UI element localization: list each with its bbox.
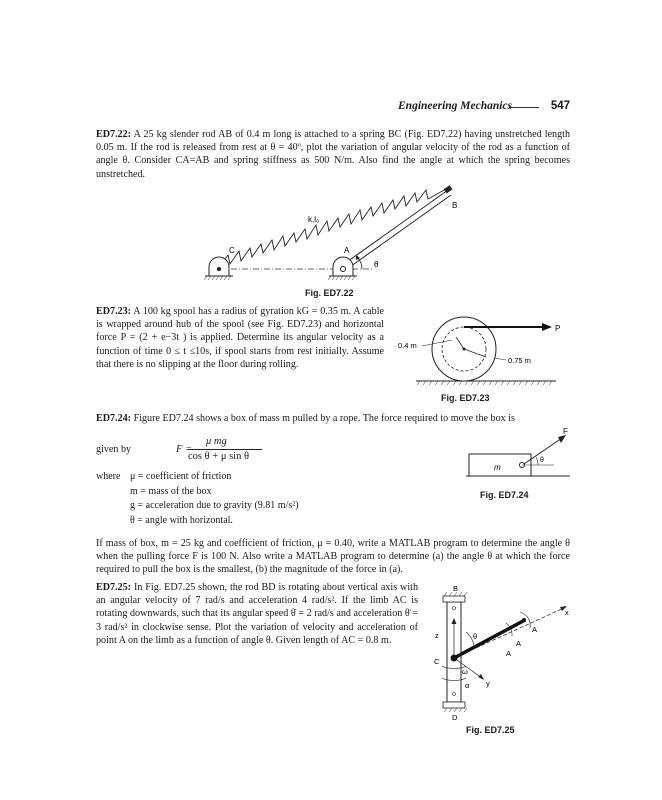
point-a bbox=[522, 618, 526, 622]
force-f-arrowhead bbox=[558, 435, 566, 443]
problem-text: A 25 kg slender rod AB of 0.4 m long is attached to a spring BC (Fig. ED7.22) having unstretched length 0.05 m. If the rod is released from rest at θ = 40º, plot the variation of angular velocity of the rod as a function of angle θ. Consider CA=AB and spring stiffness as 500 N/m. Also find the angle at which the spring becomes unstretched. bbox=[96, 129, 570, 180]
label-theta: θ bbox=[540, 457, 544, 464]
theta-arc bbox=[536, 457, 538, 465]
formula-denominator: cos θ + μ sin θ bbox=[188, 451, 249, 462]
problem-ed725 bbox=[96, 581, 418, 647]
label-a-3: A bbox=[506, 649, 512, 658]
definition-item: m = mass of the box bbox=[130, 485, 212, 497]
definitions-list bbox=[130, 470, 390, 528]
label-d: D bbox=[452, 713, 458, 722]
problem-ed722 bbox=[96, 128, 570, 181]
problem-text: A 100 kg spool has a radius of gyration kG = 0.35 m. A cable is wrapped around hub of the spool (see Fig. ED7.23) and horizontal force P = (2 + e−3t ) is applied. Determine its angular velocity as a function of time 0 ≤ t ≤10s, if spool starts from rest initially. Assume that there is no slipping at the floor during rolling. bbox=[96, 306, 385, 370]
label-f: F bbox=[563, 427, 568, 436]
label-theta: θ bbox=[374, 260, 379, 269]
point-c bbox=[451, 655, 458, 662]
label-a-1: A bbox=[532, 625, 538, 634]
support-a bbox=[328, 257, 357, 280]
formula-numerator: μ mg bbox=[206, 436, 227, 447]
definition-item: g = acceleration due to gravity (9.81 m/s²) bbox=[130, 500, 299, 511]
label-m: m bbox=[494, 463, 501, 472]
label-spring-k: k,l₀ bbox=[308, 215, 320, 224]
label-c: C bbox=[229, 246, 235, 255]
label-c: C bbox=[434, 657, 440, 666]
force-p-arrowhead bbox=[542, 323, 552, 331]
figure-ed722 bbox=[200, 185, 470, 285]
caption-ed723: Fig. ED7.23 bbox=[441, 393, 490, 403]
caption-ed724: Fig. ED7.24 bbox=[480, 490, 529, 500]
fraction-bar bbox=[188, 449, 262, 450]
definition-item: θ = angle with horizontal. bbox=[130, 514, 233, 526]
where-label: where bbox=[96, 471, 121, 482]
problem-label: ED7.24: bbox=[96, 413, 132, 424]
label-x: x bbox=[565, 608, 569, 617]
given-by: given by bbox=[96, 444, 132, 455]
problem-text: Figure ED7.24 shows a box of mass m pulled by a rope. The force required to move the box is bbox=[133, 413, 515, 424]
caption-ed725: Fig. ED7.25 bbox=[466, 725, 515, 735]
rod-ab bbox=[337, 185, 452, 269]
label-outer-radius: 0.75 m bbox=[508, 356, 531, 365]
problem-label: ED7.23: bbox=[96, 306, 132, 317]
label-p: P bbox=[555, 324, 561, 333]
label-inner-radius: 0.4 m bbox=[398, 341, 417, 350]
label-a-2: A bbox=[516, 639, 522, 648]
problem-label: ED7.25: bbox=[96, 582, 132, 593]
label-y: y bbox=[486, 679, 490, 688]
label-alpha: α bbox=[465, 681, 470, 690]
support-c bbox=[204, 257, 233, 280]
header-title: Engineering Mechanics bbox=[398, 100, 513, 112]
formula-lhs: F = bbox=[176, 444, 193, 455]
label-z: z bbox=[435, 631, 439, 640]
label-omega: ω bbox=[462, 667, 468, 676]
figure-ed725 bbox=[420, 582, 570, 722]
limb-ac bbox=[454, 620, 525, 658]
problem-ed723 bbox=[96, 305, 384, 371]
problem-ed724-continued: If mass of box, m = 25 kg and coefficient of friction, μ = 0.40, write a MATLAB program to determine the angle θ when the pulling force F is 100 N. Also write a MATLAB program to determine (a) the angle θ at which the force required to pull the box is the smallest, (b) the magnitude of the force in (a). bbox=[96, 538, 570, 576]
running-header bbox=[398, 100, 570, 112]
label-b: B bbox=[453, 584, 459, 593]
caption-ed722: Fig. ED7.22 bbox=[305, 288, 354, 298]
label-theta: θ bbox=[473, 632, 478, 641]
problem-label: ED7.22: bbox=[96, 129, 132, 140]
problem-ed724 bbox=[96, 412, 570, 425]
definition-item: μ = coefficient of friction bbox=[130, 471, 232, 482]
figure-ed724 bbox=[466, 426, 572, 482]
header-rule bbox=[509, 107, 539, 108]
label-b: B bbox=[452, 201, 458, 210]
page-number: 547 bbox=[550, 100, 570, 112]
label-a: A bbox=[344, 246, 350, 255]
figure-ed723 bbox=[396, 312, 576, 392]
spring-bc bbox=[220, 189, 446, 265]
problem-text: In Fig. ED7.25 shown, the rod BD is rotating about vertical axis with an angular velocity of 7 rad/s and acceleration 4 rad/s². If the limb AC is rotating downwards, such that its angular speed θ̇ = 2 rad/s and acceleration θ̈ = 3 rad/s² in clockwise sense. Plot the variation of velocity and acceleration of point A on the limb as a function of angle θ. Given length of AC = 0.8 m. bbox=[96, 582, 418, 646]
